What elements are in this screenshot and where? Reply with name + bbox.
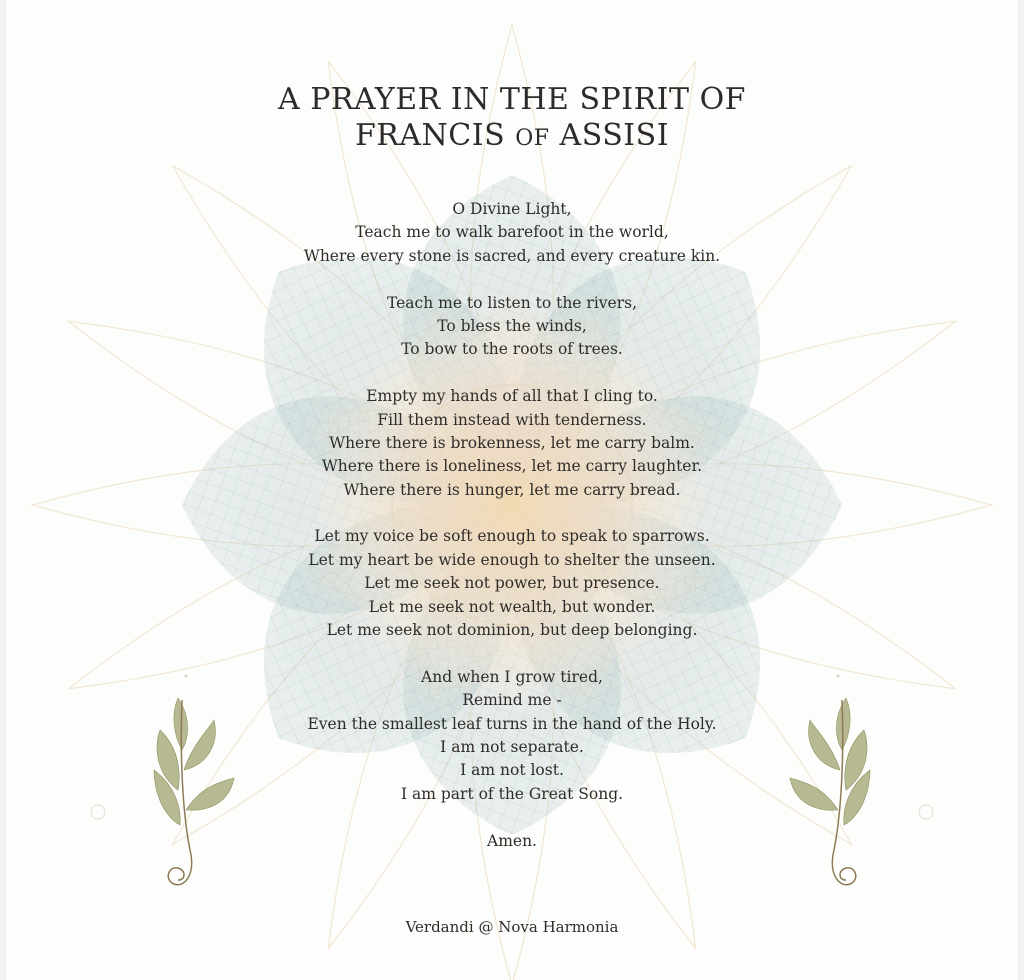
poem-line: Teach me to listen to the rivers,	[387, 293, 637, 312]
stanza-break	[6, 268, 1018, 291]
poem-line: Amen.	[487, 831, 537, 850]
page-title-line-1	[6, 82, 1018, 117]
poem-line: Where there is brokenness, let me carry balm.	[329, 433, 695, 452]
poem-line: I am not separate.	[440, 737, 584, 756]
prayer-page	[6, 0, 1018, 980]
poem-line: I am part of the Great Song.	[400, 784, 624, 803]
poem-line: To bow to the roots of trees.	[401, 340, 623, 359]
signature: Verdandi @ Nova Harmonia	[405, 918, 619, 936]
poem-line: To bless the winds,	[437, 316, 587, 335]
title-name: FRANCIS	[354, 118, 506, 153]
title-text: A PRAYER IN THE SPIRIT OF	[278, 82, 746, 117]
poem-line: Where there is loneliness, let me carry laughter.	[321, 457, 703, 476]
poem-line: I am not lost.	[460, 761, 564, 780]
page-title-line-2	[6, 118, 1018, 153]
poem-line: Where there is hunger, let me carry bread.	[343, 480, 681, 499]
poem-line: Let me seek not wealth, but wonder.	[368, 597, 656, 616]
olive-sprig-left-icon	[148, 690, 238, 910]
stanza-break	[6, 502, 1018, 525]
title-preposition: OF	[515, 126, 550, 151]
title-place: ASSISI	[559, 118, 670, 153]
poem-line: Even the smallest leaf turns in the hand of the Holy.	[307, 714, 717, 733]
poem-line: Remind me -	[462, 691, 562, 710]
poem-line: Where every stone is sacred, and every creature kin.	[303, 246, 721, 265]
poem-line: Let me seek not dominion, but deep belonging.	[326, 621, 698, 640]
poem-line: Let my heart be wide enough to shelter the unseen.	[308, 550, 716, 569]
poem-line: Let my voice be soft enough to speak to sparrows.	[314, 527, 710, 546]
poem-line: Fill them instead with tenderness.	[377, 410, 647, 429]
stanza-break	[6, 642, 1018, 665]
poem-line: Empty my hands of all that I cling to.	[366, 387, 658, 406]
stanza-break	[6, 362, 1018, 385]
poem-line: Let me seek not power, but presence.	[364, 574, 660, 593]
poem-line: O Divine Light,	[452, 200, 572, 218]
olive-sprig-right-icon	[786, 690, 876, 910]
poem-line: Teach me to walk barefoot in the world,	[355, 223, 669, 242]
poem-line: And when I grow tired,	[421, 667, 603, 686]
